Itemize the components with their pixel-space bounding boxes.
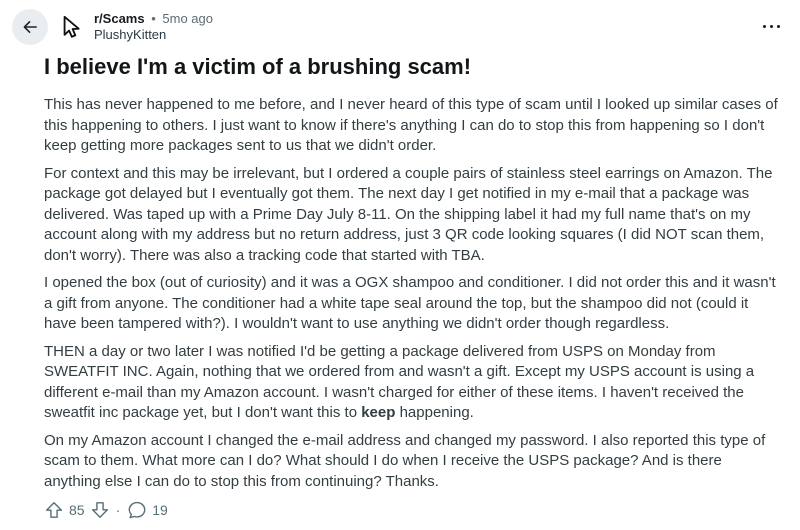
meta-line-subreddit — [94, 11, 213, 27]
comment-bubble-icon — [127, 500, 147, 520]
back-button[interactable] — [12, 9, 48, 45]
post-meta — [94, 9, 213, 43]
post-paragraph: This has never happened to me before, and I never heard of this type of scam until I looked up similar cases of this happening to others. I just want to know if there's anything I can do to stop this from happening so I don't keep getting more packages sent to us that we didn't order. — [44, 96, 778, 154]
downvote-arrow-icon — [90, 500, 110, 520]
post-paragraph: For context and this may be irrelevant, but I ordered a couple pairs of stainless steel earrings on Amazon. The package got delayed but I eventually got them. The next day I get notified in my e-mail that a package was delivered. Was taped up with a Prime Day July 8-11. On the shipping label it had my full name that's on my account along with my address but no return address, just 3 QR code looking squares (I did NOT scan them, don't worry). There was also a tracking code that started with TBA. — [44, 164, 773, 264]
comment-count: 19 — [152, 502, 168, 518]
meta-separator: • — [151, 11, 156, 26]
cursor-pointer-icon — [57, 14, 83, 40]
post-header — [0, 0, 800, 45]
comments-button[interactable] — [127, 500, 168, 520]
author-link[interactable]: PlushyKitten — [94, 27, 167, 42]
subreddit-link[interactable]: r/Scams — [94, 11, 145, 26]
bold-word: keep — [361, 404, 396, 421]
actions-separator: · — [115, 502, 121, 518]
upvote-arrow-icon — [44, 500, 64, 520]
post-paragraph: I opened the box (out of curiosity) and it was a OGX shampoo and conditioner. I did not order this and it wasn't a gift from anyone. The conditioner had a white tape seal around the top, but the shampoo did not (could it have been tampered with?). I wouldn't want to use anything we didn't order though regardless. — [44, 274, 776, 332]
subreddit-avatar[interactable] — [52, 9, 88, 45]
more-horizontal-icon — [763, 25, 766, 28]
arrow-left-icon — [20, 17, 40, 37]
post-title: I believe I'm a victim of a brushing scam! — [44, 54, 472, 79]
post-body — [44, 95, 782, 492]
upvote-button[interactable] — [44, 500, 85, 520]
downvote-button[interactable] — [90, 500, 110, 520]
post-paragraph: On my Amazon account I changed the e-mail address and changed my password. I also reported this type of scam to them. What more can I do? What should I do when I receive the USPS package? And is there anything else I can do to stop this from continuing? Thanks. — [44, 431, 766, 490]
post-actions — [44, 500, 800, 520]
overflow-menu-button[interactable] — [759, 19, 784, 34]
post-paragraph: THEN a day or two later I was notified I'd be getting a package delivered from USPS on Monday from SWEATFIT INC. Again, nothing that we ordered from and wasn't a gift. Except my USPS account is using a different e-mail than my Amazon account. I wasn't charged for either of these items. I haven't received the sweatfit inc package yet, but I don't want this to keep happening. — [44, 342, 755, 421]
post-timestamp: 5mo ago — [162, 11, 213, 26]
upvote-count: 85 — [69, 502, 85, 518]
